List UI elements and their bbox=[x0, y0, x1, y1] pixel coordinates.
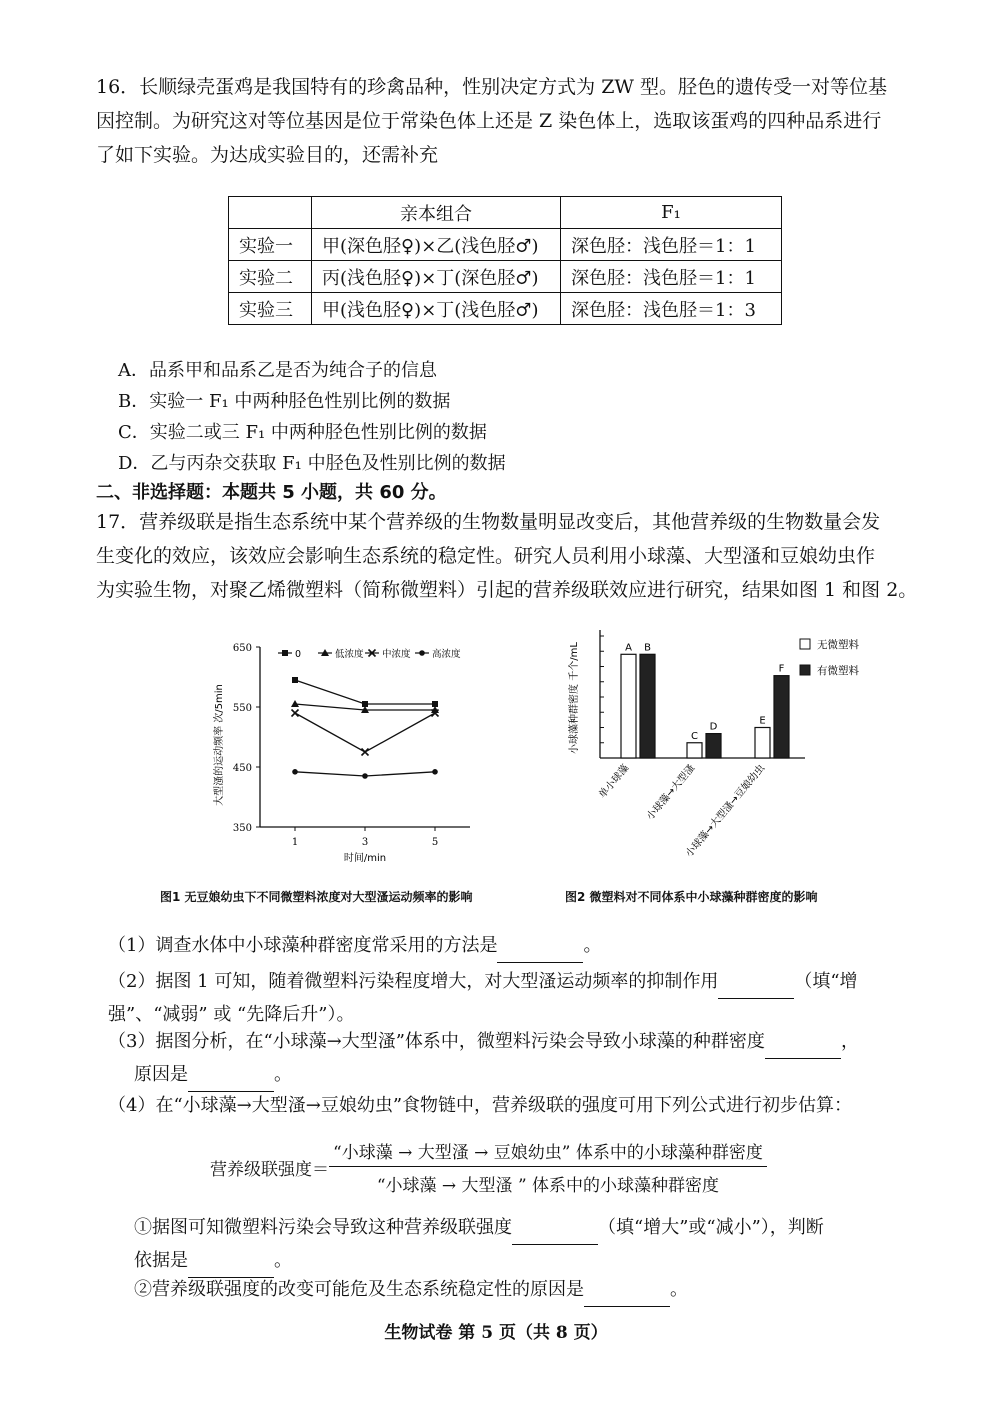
x-tick-label: 3 bbox=[361, 837, 369, 848]
bar-label: D bbox=[709, 721, 718, 733]
data-point-x bbox=[292, 710, 299, 717]
sub2-text-c: 强”、“减弱” 或 “先降后升”）。 bbox=[108, 1004, 355, 1025]
sub2-text-b: （填“增 bbox=[794, 971, 858, 992]
figure-2-bar-chart bbox=[555, 618, 895, 888]
data-point-x bbox=[362, 749, 369, 756]
sub-question-3 bbox=[108, 1026, 928, 1092]
bar-label: C bbox=[691, 730, 698, 742]
question-16 bbox=[96, 70, 926, 172]
data-point-square bbox=[282, 650, 288, 656]
sub-question-4 bbox=[108, 1090, 928, 1122]
q16-line-2: 因控制。为研究这对等位基因是位于常染色体上还是 Z 染色体上，选取该蛋鸡的四种品系进行 bbox=[96, 110, 882, 132]
sub3-reason: 原因是 bbox=[134, 1064, 188, 1085]
formula bbox=[210, 1138, 767, 1196]
data-point-square bbox=[292, 677, 298, 683]
sub3-text: （3）据图分析，在“小球藻→大型溞”体系中，微塑料污染会导致小球藻的种群密度 bbox=[108, 1031, 765, 1052]
category-label: 小球藻→大型溞 bbox=[644, 762, 698, 823]
legend-label: 低浓度 bbox=[335, 649, 364, 660]
q17-line-1: 17．营养级联是指生态系统中某个营养级的生物数量明显改变后，其他营养级的生物数量会发 bbox=[96, 511, 881, 533]
table-row bbox=[229, 293, 782, 325]
y-tick-label: 450 bbox=[232, 763, 252, 774]
table-header-cell: 亲本组合 bbox=[312, 197, 561, 229]
formula-numerator: “小球藻 → 大型溞 → 豆娘幼虫” 体系中的小球藻种群密度 bbox=[329, 1138, 767, 1167]
q16-line-3: 了如下实验。为达成实验目的，还需补充 bbox=[96, 144, 439, 166]
legend-swatch bbox=[800, 639, 810, 649]
table-cell: 深色胫：浅色胫＝1：1 bbox=[561, 229, 782, 261]
table-row bbox=[229, 229, 782, 261]
figure-1-line-chart bbox=[200, 635, 500, 870]
series-line bbox=[295, 713, 435, 752]
table-header-cell bbox=[229, 197, 312, 229]
table-cell: 丙(浅色胫♀)×丁(深色胫♂) bbox=[312, 261, 561, 293]
bar-label: A bbox=[625, 642, 632, 654]
table-header-row bbox=[229, 197, 782, 229]
sub4-2-end: 。 bbox=[670, 1279, 688, 1300]
answer-blank[interactable] bbox=[718, 966, 794, 999]
answer-blank[interactable] bbox=[512, 1212, 598, 1245]
answer-blank[interactable] bbox=[188, 1059, 274, 1092]
figure-1-caption: 图1 无豆娘幼虫下不同微塑料浓度对大型溞运动频率的影响 bbox=[160, 890, 473, 904]
question-17 bbox=[96, 505, 926, 607]
sub-question-4-1 bbox=[134, 1212, 924, 1278]
table-cell: 深色胫：浅色胫＝1：1 bbox=[561, 261, 782, 293]
bar bbox=[687, 743, 702, 758]
data-point-circle bbox=[419, 650, 425, 656]
bar-label: B bbox=[644, 642, 651, 654]
experiment-table bbox=[228, 196, 782, 325]
option-b: B．实验一 F₁ 中两种胫色性别比例的数据 bbox=[118, 391, 451, 412]
table-row bbox=[229, 261, 782, 293]
bar bbox=[755, 728, 770, 759]
answer-blank[interactable] bbox=[497, 930, 583, 963]
q17-line-3: 为实验生物，对聚乙烯微塑料（简称微塑料）引起的营养级联效应进行研究，结果如图 1 和图 2。 bbox=[96, 579, 918, 601]
option-c: C．实验二或三 F₁ 中两种胫色性别比例的数据 bbox=[118, 422, 487, 443]
legend-label: 高浓度 bbox=[432, 649, 461, 660]
bar bbox=[640, 654, 655, 758]
sub4-text: （4）在“小球藻→大型溞→豆娘幼虫”食物链中，营养级联的强度可用下列公式进行初步估算： bbox=[108, 1095, 853, 1116]
bar bbox=[774, 676, 789, 758]
y-tick-label: 550 bbox=[232, 703, 252, 714]
legend-label: 中浓度 bbox=[382, 649, 411, 660]
sub-question-1 bbox=[108, 930, 928, 963]
data-point-circle bbox=[362, 773, 368, 779]
sub4-1-text-b: （填“增大”或“减小”），判断 bbox=[598, 1217, 824, 1238]
bar bbox=[621, 654, 636, 758]
table-header-cell: F₁ bbox=[561, 197, 782, 229]
bar-label: E bbox=[759, 715, 766, 727]
sub3-reason-end: 。 bbox=[274, 1064, 292, 1085]
formula-denominator: “小球藻 → 大型溞 ” 体系中的小球藻种群密度 bbox=[376, 1176, 720, 1196]
formula-label: 营养级联强度＝ bbox=[210, 1159, 329, 1180]
legend-label: 有微塑料 bbox=[817, 665, 859, 677]
y-axis-label: 大型溞的运动频率 次/5min bbox=[214, 684, 225, 806]
sub2-text: （2）据图 1 可知，随着微塑料污染程度增大，对大型溞运动频率的抑制作用 bbox=[108, 971, 719, 992]
table-cell: 实验二 bbox=[229, 261, 312, 293]
option-a: A．品系甲和品系乙是否为纯合子的信息 bbox=[118, 360, 437, 381]
bar-label: F bbox=[778, 663, 785, 675]
sub3-end: ， bbox=[840, 1031, 859, 1052]
q17-line-2: 生变化的效应，该效应会影响生态系统的稳定性。研究人员利用小球藻、大型溞和豆娘幼虫作 bbox=[96, 545, 876, 567]
legend-swatch bbox=[800, 665, 810, 675]
y-axis-label: 小球藻种群密度 千个/mL bbox=[569, 642, 580, 754]
x-axis-label: 时间/min bbox=[343, 853, 387, 864]
sub4-1-basis: 依据是 bbox=[134, 1250, 188, 1271]
data-point-circle bbox=[432, 769, 438, 775]
table-cell: 实验一 bbox=[229, 229, 312, 261]
bar bbox=[706, 734, 721, 758]
sub1-end: 。 bbox=[583, 935, 602, 956]
sub4-1-text: ①据图可知微塑料污染会导致这种营养级联强度 bbox=[134, 1217, 512, 1238]
figure-2-caption: 图2 微塑料对不同体系中小球藻种群密度的影响 bbox=[565, 890, 818, 904]
option-d: D．乙与丙杂交获取 F₁ 中胫色及性别比例的数据 bbox=[118, 453, 506, 474]
x-tick-label: 1 bbox=[291, 837, 299, 848]
sub1-text: （1）调查水体中小球藻种群密度常采用的方法是 bbox=[108, 935, 498, 956]
answer-blank[interactable] bbox=[765, 1026, 841, 1059]
data-point-triangle bbox=[291, 700, 299, 707]
sub-question-4-2 bbox=[134, 1274, 924, 1307]
table-cell: 甲(深色胫♀)×乙(浅色胫♂) bbox=[312, 229, 561, 261]
y-tick-label: 350 bbox=[232, 823, 252, 834]
sub-question-2 bbox=[108, 966, 928, 1031]
x-tick-label: 5 bbox=[431, 837, 439, 848]
table-cell: 甲(浅色胫♀)×丁(浅色胫♂) bbox=[312, 293, 561, 325]
legend-label: 无微塑料 bbox=[817, 639, 859, 651]
legend-label: 0 bbox=[295, 649, 302, 660]
data-point-circle bbox=[292, 769, 298, 775]
sub4-1-end: 。 bbox=[274, 1250, 292, 1271]
y-tick-label: 650 bbox=[232, 643, 252, 654]
section-title: 二、非选择题：本题共 5 小题，共 60 分。 bbox=[96, 482, 447, 503]
sub4-2-text: ②营养级联强度的改变可能危及生态系统稳定性的原因是 bbox=[134, 1279, 584, 1300]
q16-line-1: 16．长顺绿壳蛋鸡是我国特有的珍禽品种，性别决定方式为 ZW 型。胫色的遗传受一对等位基 bbox=[96, 76, 887, 98]
page-footer: 生物试卷 第 5 页（共 8 页） bbox=[384, 1323, 608, 1343]
category-label: 小球藻→大型溞→豆娘幼虫 bbox=[683, 762, 768, 860]
q16-options bbox=[118, 355, 506, 479]
series-line bbox=[295, 680, 435, 704]
table-cell: 实验三 bbox=[229, 293, 312, 325]
answer-blank[interactable] bbox=[584, 1274, 670, 1307]
category-label: 单小球藻 bbox=[597, 762, 632, 801]
table-cell: 深色胫：浅色胫＝1：3 bbox=[561, 293, 782, 325]
